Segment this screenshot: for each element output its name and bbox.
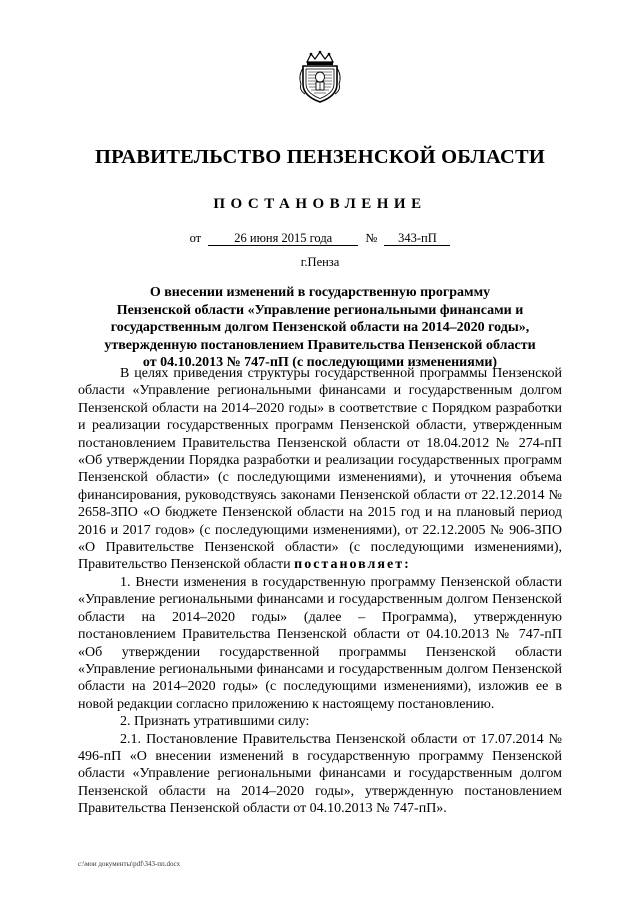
document-number: 343-пП <box>384 231 450 246</box>
heading-line: О внесении изменений в государственную программу <box>149 285 491 300</box>
date-number-line <box>0 231 640 246</box>
heading-line: от 04.10.2013 № 747-пП (с последующими изменениями) <box>142 355 498 370</box>
file-path: c:\мои документы\pdf\343-пп.docx <box>78 860 181 868</box>
document-date: 26 июня 2015 года <box>208 231 358 246</box>
heading-line: государственным долгом Пензенской области на 2014–2020 годы», <box>110 320 530 335</box>
heading-line: Пензенской области «Управление региональными финансами и <box>116 302 524 318</box>
document-type: ПОСТАНОВЛЕНИЕ <box>213 196 427 212</box>
penza-coat-of-arms-icon <box>297 50 343 104</box>
number-prefix: № <box>365 231 378 245</box>
document-body <box>78 365 562 818</box>
city: г.Пенза <box>300 255 340 269</box>
body-paragraph <box>78 365 562 574</box>
date-prefix: от <box>189 231 202 245</box>
body-paragraph: 2.1. Постановление Правительства Пензенской области от 17.07.2014 № 496-пП «О внесении изменений в государственную программу Пензенской области «Управление региональными финансами и государственным долгом Пензенской области на 2014–2020 годы», утвержденную постановлением Правительства Пензенской области от 04.10.2013 № 747-пП». <box>78 731 562 817</box>
heading-line: утвержденную постановлением Правительства Пензенской области <box>104 337 536 353</box>
body-paragraph: 1. Внести изменения в государственную программу Пензенской области «Управление региональными финансами и государственным долгом Пензенской области на 2014–2020 годы» (далее – Программа), утвержденную постановлением Правительства Пензенской области от 04.10.2013 № 747-пП «Об утверждении государственной программы Пензенской области «Управление региональными финансами и государственным долгом Пензенской области на 2014–2020 годы» (с последующими изменениями), изложив ее в новой редакции согласно приложению к настоящему постановлению. <box>78 574 562 712</box>
body-paragraph: 2. Признать утратившими силу: <box>120 714 310 730</box>
preamble-text: В целях приведения структуры государственной программы Пензенской области «Управление региональными финансами и государственным долгом Пензенской области на 2014–2020 годы» в соответствие с Порядком разработки и реализации государственных программ Пензенской области, утвержденным постановлением Правительства Пензенской области от 18.04.2012 № 274-пП «Об утверждении Порядка разработки и реализации государственных программ Пензенской области» (с последующими изменениями), и уточнения объема финансирования, руководствуясь законами Пензенской области от 22.12.2014 № 2658-ЗПО «О бюджете Пензенской области на 2015 год и на плановый период 2016 и 2017 годов» (с последующими изменениями), от 22.12.2005 № 906-ЗПО «О Правительстве Пензенской области» (с последующими изменениями), Правительство Пензенской области <box>78 366 562 573</box>
resolution-keyword: постановляет: <box>294 557 411 573</box>
government-title: ПРАВИТЕЛЬСТВО ПЕНЗЕНСКОЙ ОБЛАСТИ <box>95 146 545 168</box>
document-heading <box>100 284 540 372</box>
